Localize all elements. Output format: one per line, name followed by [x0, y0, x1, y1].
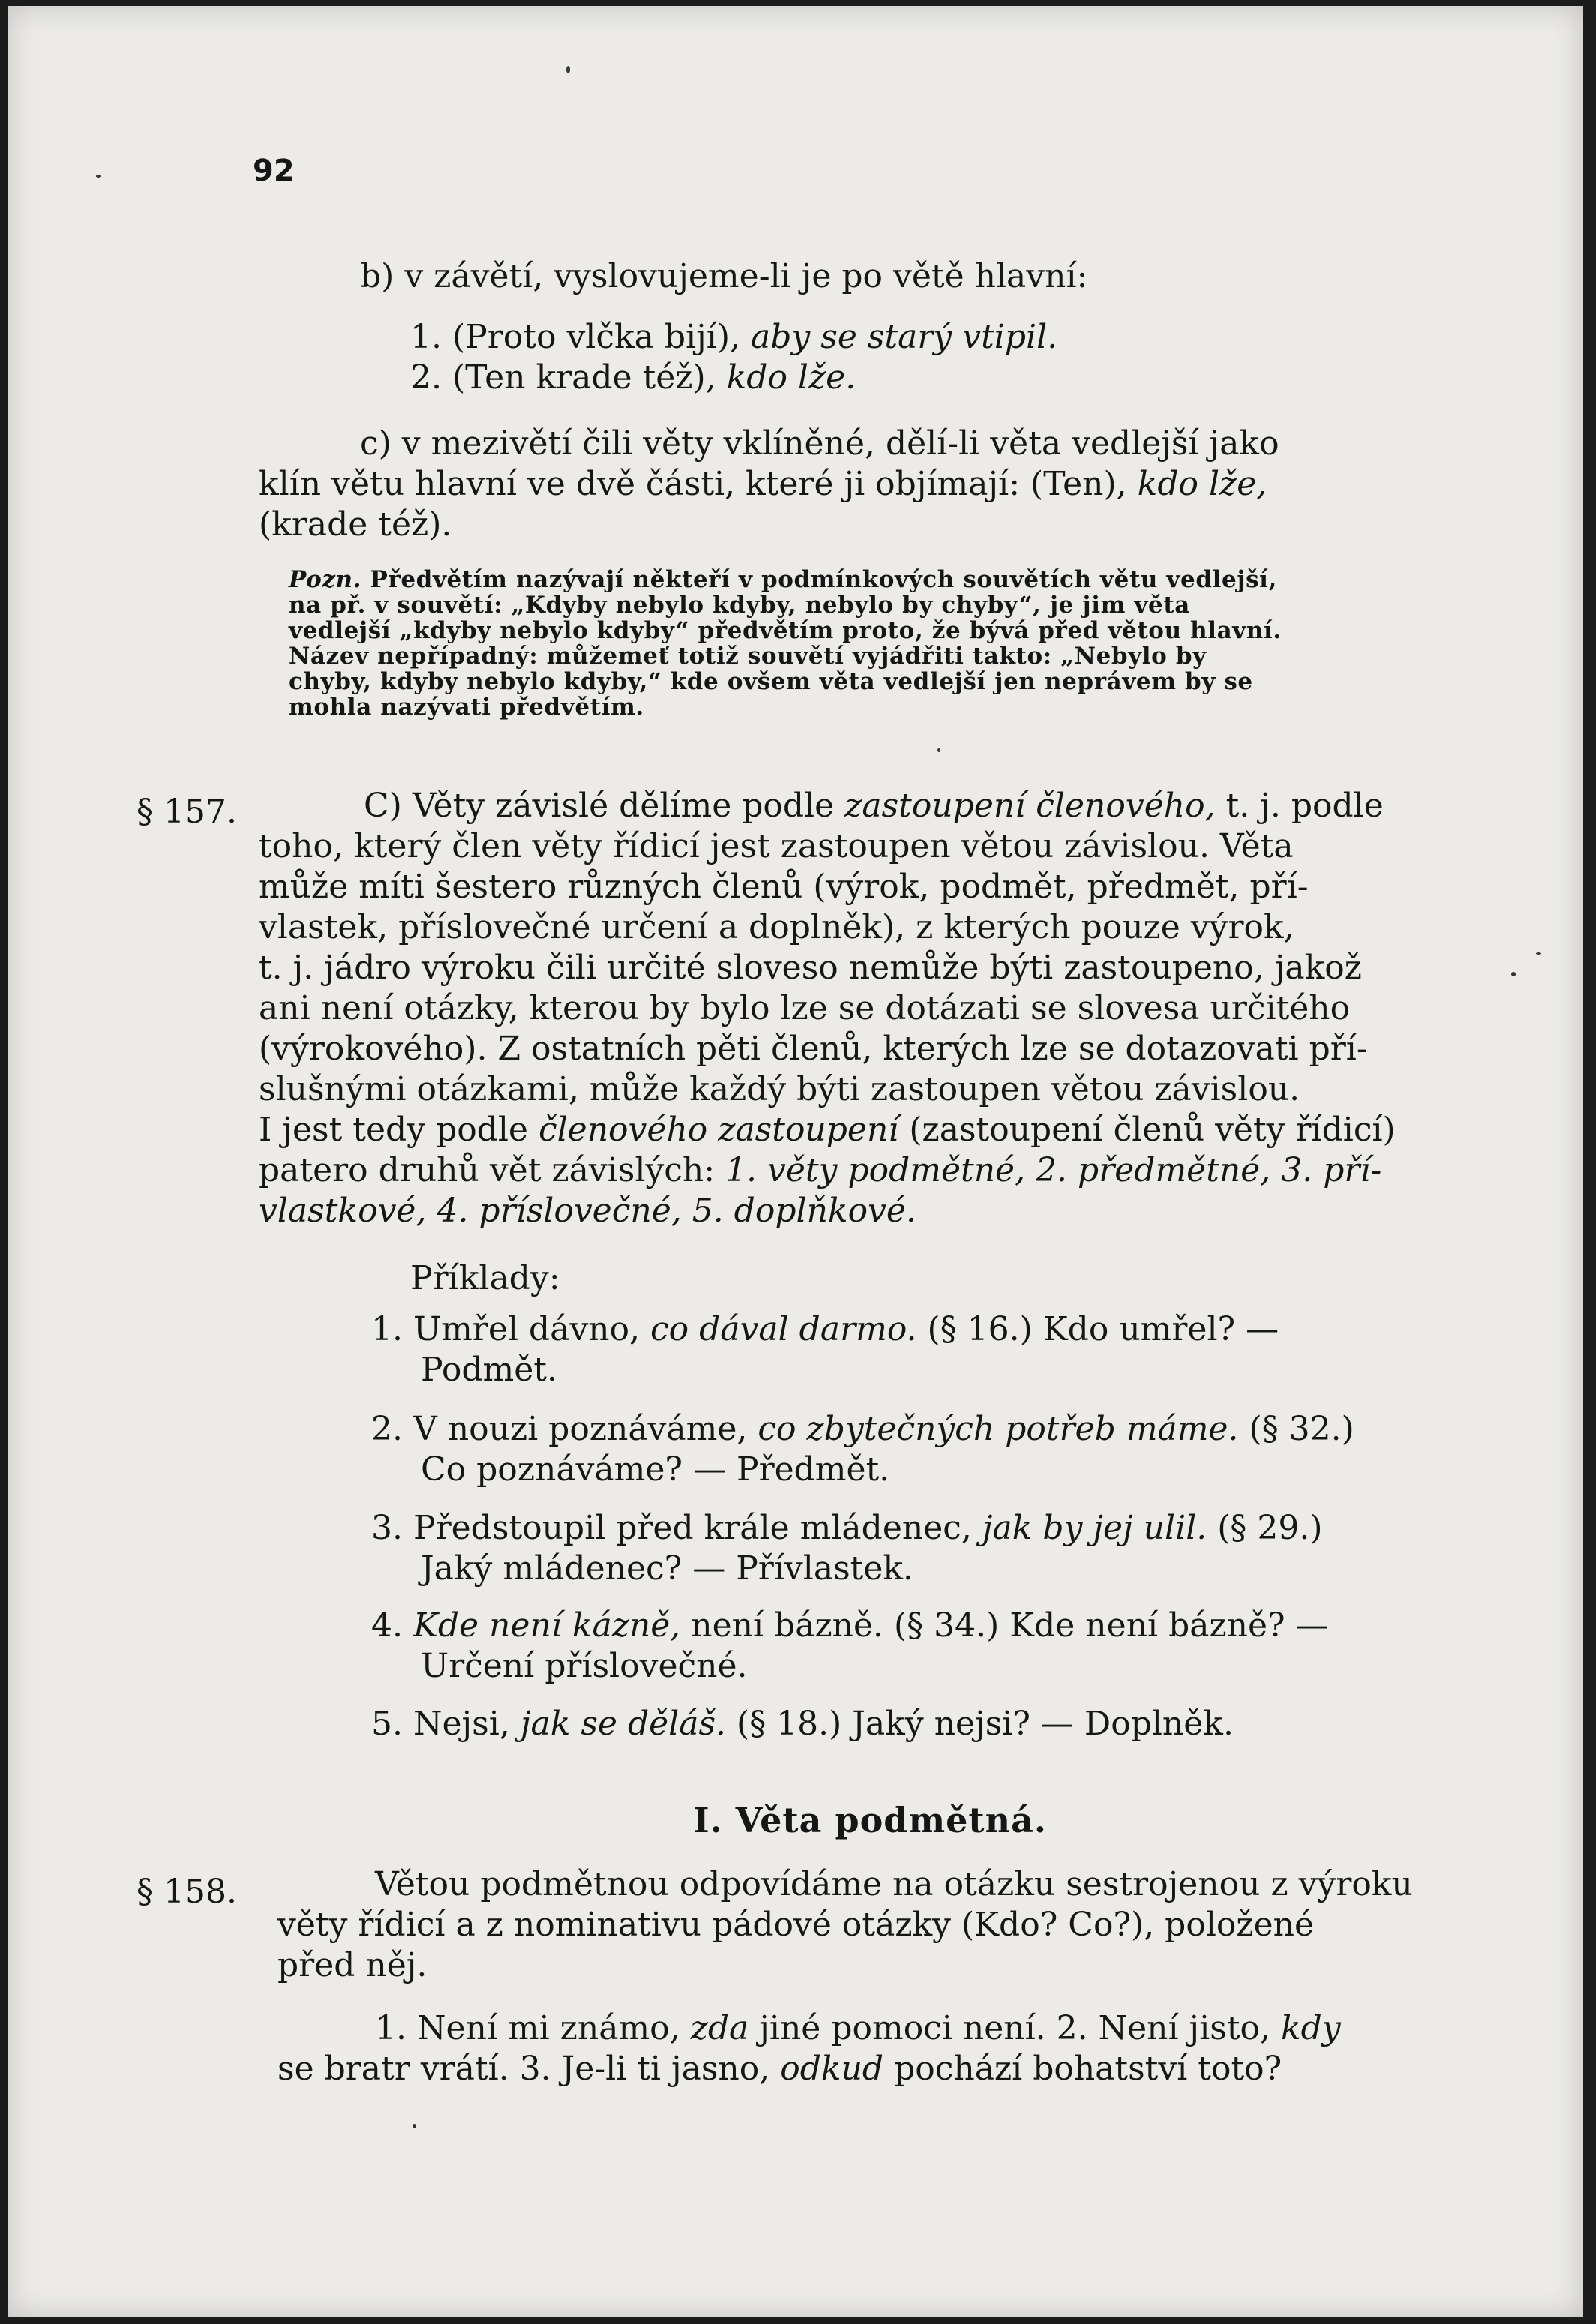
p157-l11i: vlastkové, 4. příslovečné, 5. doplňkové.: [259, 1192, 916, 1230]
p157-line-1: [259, 786, 1451, 826]
example-item-5: [371, 1704, 1459, 1744]
note-line-1: [289, 567, 1444, 592]
example-item-3: [371, 1508, 1459, 1589]
scan-speck: [566, 66, 570, 73]
p158-line-2: věty řídicí a z nominativu pádové otázky (Kdo? Co?), položené: [278, 1906, 1314, 1944]
zavet-example-2: [410, 358, 856, 398]
p158-line-3: před něj.: [278, 1946, 428, 1984]
example-italic: kdo lže.: [726, 358, 856, 397]
item-text-b: (§ 18.) Jaký nejsi? — Doplněk.: [736, 1705, 1234, 1743]
example-text: (Ten krade též),: [452, 358, 716, 397]
item-continuation: Jaký mládenec? — Přívlastek.: [421, 1549, 914, 1588]
note-line-3: vedlejší „kdyby nebylo kdyby“ předvětím proto, že bývá před větou hlavní.: [289, 617, 1282, 644]
p158-example-line-2: [278, 2049, 1462, 2089]
note-line-2: na př. v souvětí: „Kdyby nebylo kdyby, nebylo by chyby“, je jim věta: [289, 592, 1190, 619]
scan-speck: [96, 175, 100, 178]
p157-l10i: 1. věty podmětné, 2. předmětné, 3. pří-: [725, 1151, 1382, 1189]
item-text-a: Umřel dávno,: [412, 1310, 640, 1348]
p158-e1b: jiné pomoci není. 2. Není jisto,: [759, 2009, 1270, 2047]
example-text: (Proto vlčka bijí),: [452, 318, 740, 356]
item-number: 5.: [371, 1705, 403, 1743]
section-mark-158: § 158.: [136, 1873, 237, 1911]
p157-l9a: I jest tedy podle: [259, 1111, 528, 1149]
item-italic: Kde není kázně,: [412, 1606, 681, 1645]
p157-l1a: C) Věty závislé dělíme podle: [364, 787, 835, 825]
item-continuation: Určení příslovečné.: [421, 1647, 748, 1685]
item-number: 3.: [371, 1509, 403, 1547]
scan-speck: [1536, 952, 1540, 955]
item-italic: co dával darmo.: [650, 1310, 917, 1348]
p158-examples: [278, 2008, 1462, 2089]
note-line-6: mohla nazývati předvětím.: [289, 694, 644, 721]
p157-line-7: (výrokového). Z ostatních pěti členů, kterých lze se dotazovati pří-: [259, 1030, 1368, 1068]
item-italic: jak by jej ulil.: [982, 1509, 1208, 1547]
section-mark-157: § 157.: [136, 793, 237, 831]
p157-l9i: členového zastoupení: [538, 1111, 899, 1149]
p157-l1i: zastoupení členového,: [844, 787, 1216, 825]
example-item-2: [371, 1409, 1459, 1490]
mezivet-paragraph: [259, 424, 1444, 545]
p158-e1i2: kdy: [1281, 2009, 1341, 2047]
example-number: 1.: [410, 318, 442, 356]
item-text-a: Nejsi,: [412, 1705, 510, 1743]
p157-line-10: [259, 1150, 1451, 1191]
item-text-b: (§ 16.) Kdo umřel? —: [927, 1310, 1280, 1348]
item-number: 2.: [371, 1410, 403, 1448]
p158-e2b: pochází bohatství toto?: [894, 2050, 1282, 2088]
page-number: 92: [253, 154, 295, 188]
examples-label: Příklady:: [410, 1259, 560, 1297]
p157-line-5: t. j. jádro výroku čili určité sloveso nemůže býti zastoupeno, jakož: [259, 949, 1362, 987]
section-heading: I. Věta podmětná.: [693, 1800, 1047, 1840]
p158-line-1: Větou podmětnou odpovídáme na otázku sestrojenou z výroku: [375, 1865, 1413, 1903]
scan-speck: [938, 748, 940, 752]
p157-line-11: [259, 1191, 1451, 1231]
item-number: 4.: [371, 1606, 403, 1645]
p157-l10a: patero druhů vět závislých:: [259, 1151, 716, 1189]
p158-example-line-1: [278, 2008, 1462, 2049]
p157-line-2: toho, který člen věty řídicí jest zastoupen větou závislou. Věta: [259, 827, 1294, 865]
note-block: [289, 567, 1444, 720]
mezivet-line-2-italic: kdo lže,: [1137, 465, 1268, 503]
mezivet-line-1: c) v mezivětí čili věty vklíněné, dělí-li věta vedlejší jako: [360, 424, 1280, 463]
item-italic: co zbytečných potřeb máme.: [758, 1410, 1239, 1448]
note-label: Pozn.: [289, 566, 362, 593]
item-number: 1.: [371, 1310, 403, 1348]
book-page: [8, 6, 1582, 2317]
p158-e1i: zda: [690, 2009, 749, 2047]
item-text-b: (§ 32.): [1249, 1410, 1354, 1448]
p157-line-6: ani není otázky, kterou by bylo lze se dotázati se slovesa určitého: [259, 989, 1351, 1027]
scan-speck: [412, 2124, 416, 2128]
example-item-1: [371, 1309, 1459, 1390]
mezivet-line-3: (krade též).: [259, 505, 452, 544]
p158-e2a: se bratr vrátí. 3. Je-li ti jasno,: [278, 2050, 770, 2088]
mezivet-line-2-text: klín větu hlavní ve dvě části, které ji objímají: (Ten),: [259, 465, 1127, 503]
item-text-a: Předstoupil před krále mládenec,: [412, 1509, 972, 1547]
mezivet-line-2: [259, 464, 1444, 505]
item-text-b: není bázně. (§ 34.) Kde není bázně? —: [691, 1606, 1329, 1645]
scan-speck: [1511, 972, 1516, 976]
p157-l9b: (zastoupení členů věty řídicí): [909, 1111, 1396, 1149]
example-italic: aby se starý vtipil.: [751, 318, 1058, 356]
note-line-1-text: Předvětím nazývají někteří v podmínkových souvětích větu vedlejší,: [370, 566, 1277, 593]
p157-line-8: slušnými otázkami, může každý býti zastoupen větou závislou.: [259, 1070, 1300, 1108]
p157-line-9: [259, 1110, 1451, 1150]
zavet-example-1: [410, 317, 1058, 358]
item-continuation: Co poznáváme? — Předmět.: [421, 1450, 890, 1489]
zavet-heading: b) v závětí, vyslovujeme-li je po větě hlavní:: [360, 257, 1088, 295]
example-item-4: [371, 1606, 1459, 1687]
item-text-a: V nouzi poznáváme,: [412, 1410, 748, 1448]
p157-line-4: vlastek, příslovečné určení a doplněk), z kterých pouze výrok,: [259, 908, 1294, 946]
paragraph-157: [259, 786, 1451, 1231]
item-continuation: Podmět.: [421, 1351, 557, 1389]
paragraph-158: [278, 1864, 1462, 1986]
item-italic: jak se děláš.: [520, 1705, 727, 1743]
p158-e2i: odkud: [780, 2050, 884, 2088]
item-text-b: (§ 29.): [1217, 1509, 1323, 1547]
note-line-4: Název nepřípadný: můžemeť totiž souvětí vyjádřiti takto: „Nebylo by: [289, 643, 1207, 670]
p157-l1b: t. j. podle: [1226, 787, 1384, 825]
note-line-5: chyby, kdyby nebylo kdyby,“ kde ovšem věta vedlejší jen neprávem by se: [289, 668, 1253, 695]
p157-line-3: může míti šestero různých členů (výrok, podmět, předmět, pří-: [259, 868, 1309, 906]
example-number: 2.: [410, 358, 442, 397]
p158-e1a: 1. Není mi známo,: [375, 2009, 680, 2047]
